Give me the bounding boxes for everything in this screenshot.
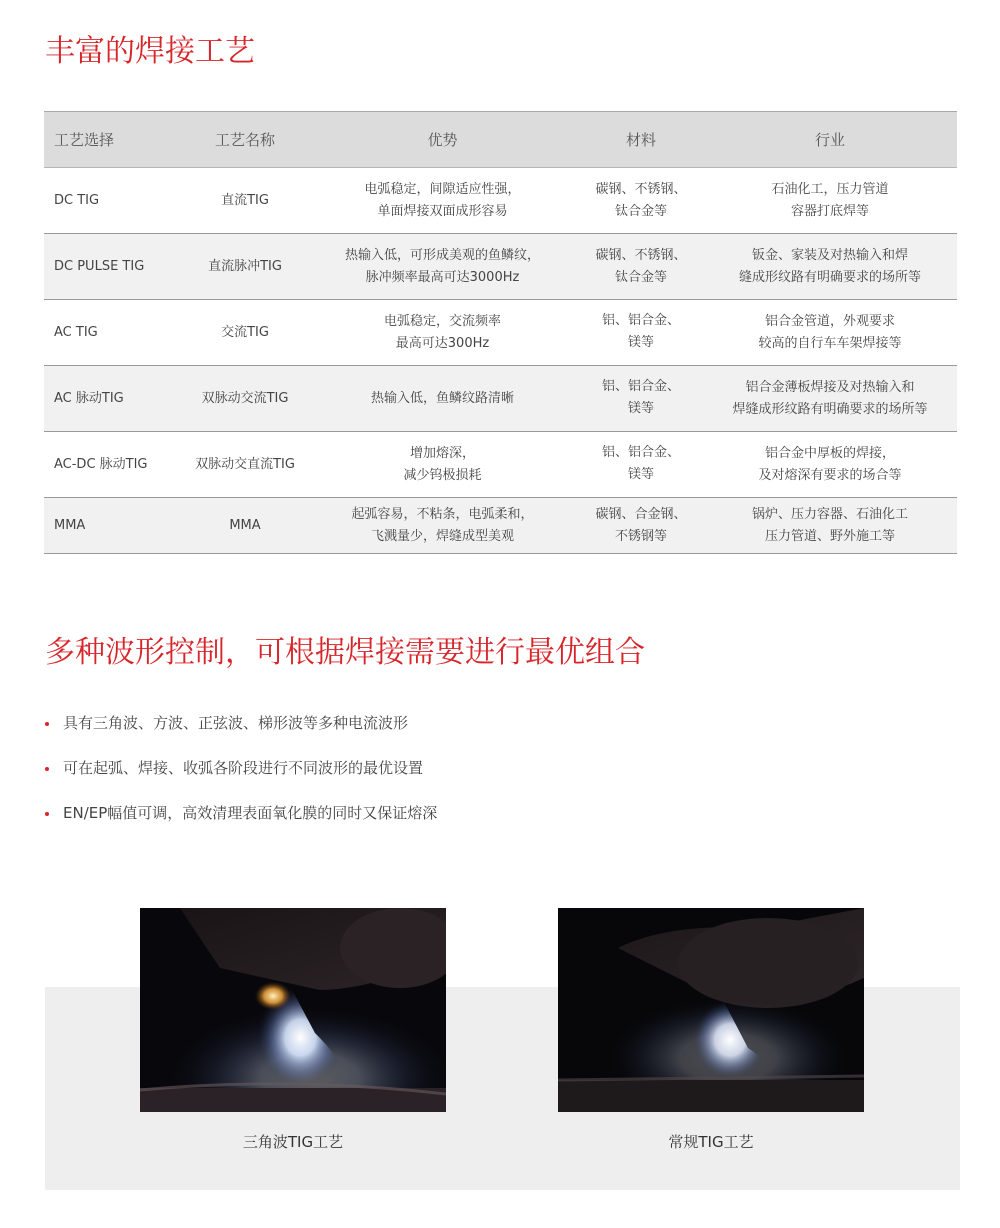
bullet-text: EN/EP幅值可调，高效清理表面氧化膜的同时又保证熔深 [63,804,438,822]
cell-industry: 石油化工，压力管道 容器打底焊等 [771,181,889,219]
cell-advantages: 热输入低，可形成美观的鱼鳞纹， 脉冲频率最高可达3000Hz [344,247,540,285]
cell-process-name: 直流脉冲TIG [208,258,282,274]
cell-process-name: 双脉动交直流TIG [195,456,295,472]
table-row [44,498,957,554]
welding-process-table [44,111,957,554]
feature-bullet-list [45,711,437,846]
photo-caption-triangle-wave-tig: 三角波TIG工艺 [242,1133,344,1151]
table-row [44,366,957,432]
table-row [44,168,957,234]
cell-process-selection: DC TIG [54,192,100,208]
cell-industry: 钣金、家装及对热输入和焊 缝成形纹路有明确要求的场所等 [738,247,921,285]
cell-industry: 锅炉、压力容器、石油化工 压力管道、野外施工等 [751,506,908,544]
cell-advantages: 增加熔深， 减少钨极损耗 [403,445,482,483]
header-process-name: 工艺名称 [214,130,275,149]
bullet-text: 可在起弧、焊接、收弧各阶段进行不同波形的最优设置 [63,759,424,777]
cell-materials: 铝、铝合金、 镁等 [601,445,680,482]
header-industry: 行业 [814,130,845,149]
cell-process-name: 交流TIG [221,324,269,340]
cell-advantages: 起弧容易，不粘条，电弧柔和， 飞溅量少，焊缝成型美观 [351,506,534,544]
cell-process-name: 双脉动交流TIG [201,390,289,406]
cell-materials: 碳钢、不锈钢、 钛合金等 [595,247,687,285]
cell-advantages: 电弧稳定，间隙适应性强， 单面焊接双面成形容易 [364,181,521,219]
table-row [44,234,957,300]
cell-process-selection: AC 脉动TIG [54,390,124,406]
cell-industry: 铝合金管道，外观要求 较高的自行车车架焊接等 [758,313,902,351]
cell-materials: 铝、铝合金、 镁等 [601,313,680,350]
bullet-dot-icon [45,722,49,726]
cell-process-selection: DC PULSE TIG [54,258,145,274]
cell-process-selection: AC-DC 脉动TIG [54,456,148,472]
section-title-waveform-control: 多种波形控制，可根据焊接需要进行最优组合 [45,635,645,670]
cell-process-name: MMA [229,517,261,533]
cell-materials: 碳钢、不锈钢、 钛合金等 [595,181,687,219]
welding-arc-photo [140,908,446,1112]
welding-arc-photo [558,908,864,1112]
table-row [44,432,957,498]
list-item [45,756,437,801]
cell-materials: 碳钢、合金钢、 不锈钢等 [595,506,687,544]
table-header-row [44,112,957,168]
section-title-welding-processes: 丰富的焊接工艺 [45,34,255,69]
table-row [44,300,957,366]
photo-caption-conventional-tig: 常规TIG工艺 [668,1133,754,1151]
cell-advantages: 热输入低，鱼鳞纹路清晰 [370,390,514,406]
header-process-selection: 工艺选择 [54,130,115,149]
bullet-dot-icon [45,767,49,771]
cell-industry: 铝合金薄板焊接及对热输入和 焊缝成形纹路有明确要求的场所等 [732,379,928,417]
bullet-text: 具有三角波、方波、正弦波、梯形波等多种电流波形 [63,714,409,732]
cell-process-selection: AC TIG [54,324,98,340]
table-body [44,168,957,554]
cell-process-selection: MMA [54,517,86,533]
bullet-dot-icon [45,812,49,816]
list-item [45,801,437,846]
list-item [45,711,437,756]
cell-process-name: 直流TIG [221,192,269,208]
cell-advantages: 电弧稳定，交流频率 最高可达300Hz [383,313,501,351]
header-advantages: 优势 [427,130,458,149]
cell-industry: 铝合金中厚板的焊接， 及对熔深有要求的场合等 [758,445,902,483]
header-materials: 材料 [625,130,656,149]
cell-materials: 铝、铝合金、 镁等 [601,379,680,416]
